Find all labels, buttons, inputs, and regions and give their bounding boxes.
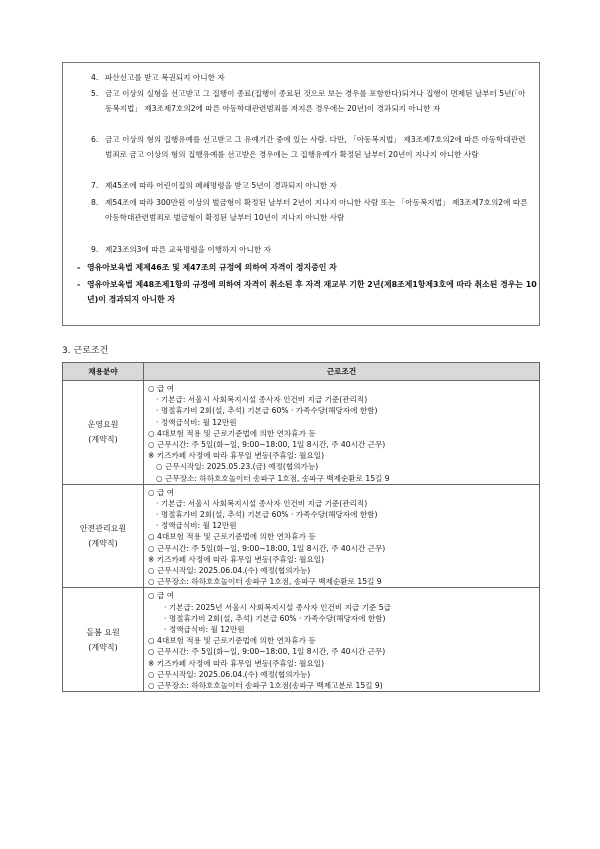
condition-line: ○ 급 여 bbox=[148, 487, 175, 497]
role-type: (계약직) bbox=[88, 539, 118, 549]
condition-line: ○ 급 여 bbox=[148, 591, 175, 601]
condition-line: ○ 근무시작일: 2025.06.04.(수) 예정(협의가능) bbox=[148, 566, 311, 575]
header-conditions: 근로조건 bbox=[144, 363, 540, 381]
role-type: (계약직) bbox=[88, 642, 118, 652]
header-field: 채용분야 bbox=[63, 363, 144, 381]
condition-line: · 기본급: 서울시 사회복지시설 종사자 인건비 지급 기준(관리직) bbox=[156, 498, 368, 508]
condition-line: ※ 키즈카페 사정에 따라 휴무일 변동(주휴일: 월요일) bbox=[148, 554, 325, 564]
condition-line: · 명절휴가비 2회(설, 추석) 기본급 60% · 가족수당(해당자에 한함) bbox=[156, 406, 378, 416]
condition-line: ※ 키즈카페 사정에 따라 휴무일 변동(주휴일: 월요일) bbox=[148, 658, 325, 668]
condition-line: · 정액급식비: 월 12만원 bbox=[164, 624, 245, 634]
role-name: 돌봄 요원 bbox=[86, 627, 120, 637]
item-number: 6. bbox=[91, 135, 99, 144]
condition-line: ○ 근무장소: 하하호호놀이터 송파구 1호점, 송파구 백제순환로 15길 9 bbox=[156, 473, 390, 483]
conditions-cell bbox=[144, 484, 540, 588]
table-row bbox=[63, 381, 540, 485]
condition-line: ○ 근무장소: 하하호호놀이터 송파구 1호점, 송파구 백제순환로 15길 9 bbox=[148, 577, 382, 587]
item-number: 4. bbox=[91, 73, 99, 82]
role-name: 운영요원 bbox=[87, 420, 119, 430]
work-conditions-table bbox=[62, 362, 540, 692]
condition-line: · 기본급: 2025년 서울시 사회복지시설 종사자 인건비 지급 기준 5급 bbox=[164, 602, 391, 612]
section-title: 3. 근로조건 bbox=[62, 346, 109, 356]
item-number: 5. bbox=[91, 89, 99, 98]
condition-line: ○ 근무시간: 주 5일(화~일, 9:00~18:00, 1일 8시간, 주 40시간 근무) bbox=[148, 647, 386, 657]
item-text: 제54조에 따라 300만원 이상의 벌금형이 확정된 날부터 2년이 지나지 아니한 사람 또는 「아동복지법」 제3조제7호의2에 따른 아동학대관련범죄로 벌금형이 확정된 날부터 10년이 지나지 아니한 사람 bbox=[105, 198, 528, 222]
condition-line: · 기본급: 서울시 사회복지시설 종사자 인건비 지급 기준(관리직) bbox=[156, 395, 368, 405]
conditions-cell bbox=[144, 588, 540, 692]
condition-line: ※ 키즈카페 사정에 따라 휴무일 변동(주휴일: 월요일) bbox=[148, 451, 325, 461]
condition-line: ○ 급 여 bbox=[148, 384, 175, 393]
condition-line: · 명절휴가비 2회(설, 추석) 기본급 60% · 가족수당(해당자에 한함) bbox=[164, 613, 386, 623]
condition-line: · 정액급식비: 월 12만원 bbox=[156, 417, 237, 427]
table-row bbox=[63, 484, 540, 588]
list-item bbox=[91, 133, 531, 162]
role-cell bbox=[63, 588, 144, 692]
disqualification-box bbox=[62, 62, 540, 326]
item-text: 금고 이상의 형의 집행유예를 선고받고 그 유예기간 중에 있는 사람. 다만, 「아동복지법」 제3조제7호의2에 따른 아동학대관련범죄로 금고 이상의 형의 집행유예를 선고받은 경우에는 그 집행유예가 확정된 날부터 20년이 지나지 아니한 사람 bbox=[105, 135, 526, 159]
bold-item-text: 영유아보육법 제48조제1항의 규정에 의하여 자격이 취소된 후 자격 재교부 기한 2년(제8조제1항제3호에 따라 취소된 경우는 10년)이 경과되지 아니한 자 bbox=[87, 280, 537, 304]
condition-line: ○ 근무시작일: 2025.05.23.(금) 예정(협의가능) bbox=[156, 462, 319, 472]
condition-line: ○ 근무시간: 주 5일(화~일, 9:00~18:00, 1일 8시간, 주 40시간 근무) bbox=[148, 543, 386, 553]
item-text: 파산선고를 받고 복권되지 아니한 자 bbox=[105, 73, 225, 82]
role-type: (계약직) bbox=[88, 435, 118, 445]
role-cell bbox=[63, 381, 144, 485]
condition-line: · 명절휴가비 2회(설, 추석) 기본급 60% · 가족수당(해당자에 한함) bbox=[156, 510, 378, 520]
condition-line: ○ 근무장소: 하하호호놀이터 송파구 1호점(송파구 백제고분로 15길 9) bbox=[148, 680, 383, 690]
role-cell bbox=[63, 484, 144, 588]
list-item bbox=[91, 179, 531, 194]
bold-list-item: - 영유아보육법 제제46조 및 제47조의 규정에 의하여 자격이 정지중인 자 bbox=[77, 260, 537, 275]
item-text: 제23조의3에 따른 교육명령을 이행하지 아니한 자 bbox=[105, 245, 271, 254]
condition-line: ○ 4대보험 적용 및 근로기준법에 의한 연차휴가 등 bbox=[148, 428, 316, 438]
list-item bbox=[91, 87, 531, 116]
condition-line: ○ 근무시작일: 2025.06.04.(수) 예정(협의가능) bbox=[148, 669, 311, 679]
item-number: 9. bbox=[91, 245, 99, 254]
condition-line: ○ 4대보험 적용 및 근로기준법에 의한 연차휴가 등 bbox=[148, 636, 316, 646]
condition-line: · 정액급식비: 월 12만원 bbox=[156, 521, 237, 531]
item-number: 7. bbox=[91, 181, 99, 190]
list-item bbox=[91, 243, 531, 258]
role-name: 안전관리요원 bbox=[79, 524, 127, 534]
conditions-cell bbox=[144, 381, 540, 485]
item-text: 금고 이상의 실형을 선고받고 그 집행이 종료(집행이 종료된 것으로 보는 경우를 포함한다)되거나 집행이 면제된 날부터 5년(「아동복지법」 제3조제7호의2에 따른 아동학대관련범죄를 저지른 경우에는 20년)이 경과되지 아니한 자 bbox=[105, 89, 526, 113]
table-row bbox=[63, 588, 540, 692]
list-item bbox=[91, 71, 531, 86]
condition-line: ○ 근무시간: 주 5일(화~일, 9:00~18:00, 1일 8시간, 주 40시간 근무) bbox=[148, 439, 386, 449]
bold-item-text: 영유아보육법 제제46조 및 제47조의 규정에 의하여 자격이 정지중인 자 bbox=[87, 263, 337, 272]
bold-list-item: - 영유아보육법 제48조제1항의 규정에 의하여 자격이 취소된 후 자격 재교부 기한 2년(제8조제1항제3호에 따라 취소된 경우는 10년)이 경과되지 아니한 자 bbox=[77, 277, 537, 307]
item-number: 8. bbox=[91, 198, 99, 207]
condition-line: ○ 4대보험 적용 및 근로기준법에 의한 연차휴가 등 bbox=[148, 532, 316, 542]
table-header-row bbox=[63, 363, 540, 381]
list-item bbox=[91, 196, 531, 225]
item-text: 제45조에 따라 어린이집의 폐쇄명령을 받고 5년이 경과되지 아니한 자 bbox=[105, 181, 337, 190]
